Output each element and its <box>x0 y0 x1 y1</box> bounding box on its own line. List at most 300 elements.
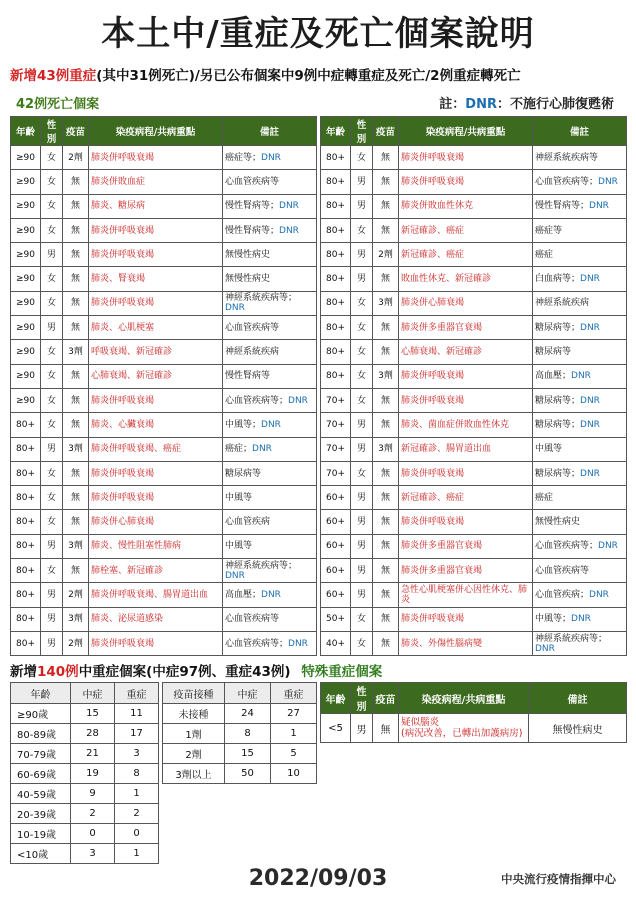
count-cell: 15 <box>225 744 271 764</box>
vaccine-cell: 無 <box>373 413 399 437</box>
sex-cell: 女 <box>41 267 63 291</box>
age-cell: ≥90 <box>11 218 41 242</box>
table-row <box>321 437 627 461</box>
disease-cell: 肺炎、心肌梗塞 <box>89 316 223 340</box>
table-row <box>321 388 627 412</box>
count-cell: 21 <box>71 744 115 764</box>
count-cell: 17 <box>115 724 159 744</box>
vaccine-cell: 無 <box>373 583 399 607</box>
note-cell <box>533 316 627 340</box>
table-row <box>11 824 159 844</box>
vaccine-cell: 3劑 <box>63 437 89 461</box>
disease-cell: 肺炎、外傷性腦病變 <box>399 631 533 655</box>
sex-cell: 女 <box>351 388 373 412</box>
sex-cell: 女 <box>351 340 373 364</box>
disease-cell: 新冠確診、癌症 <box>399 243 533 267</box>
note-cell <box>223 486 317 510</box>
age-cell: 60+ <box>321 534 351 558</box>
disease-cell: 肺炎、泌尿道感染 <box>89 607 223 631</box>
count-cell: 28 <box>71 724 115 744</box>
note-cell <box>223 413 317 437</box>
age-cell: ≥90 <box>11 340 41 364</box>
note-text: ：不施行心肺復甦術 <box>496 97 614 112</box>
age-cell: 50+ <box>321 607 351 631</box>
dnr-mark: DNR <box>288 395 308 406</box>
page-title: 本土中/重症及死亡個案說明 <box>101 14 535 54</box>
table-row <box>321 461 627 485</box>
age-cell: ≥90 <box>11 316 41 340</box>
table-row <box>321 631 627 655</box>
age-cell: ≥90 <box>11 291 41 315</box>
table-row <box>11 316 317 340</box>
note-cell <box>533 340 627 364</box>
column-header: 染疫病程/共病重點 <box>399 683 529 714</box>
column-header: 年齡 <box>11 683 71 704</box>
sex-cell: 男 <box>351 437 373 461</box>
age-cell: 80+ <box>11 413 41 437</box>
column-header: 年齡 <box>11 117 41 146</box>
vaccine-cell: 2劑 <box>373 243 399 267</box>
note-cell <box>533 413 627 437</box>
vaccine-cell: 無 <box>373 218 399 242</box>
dnr-mark: DNR <box>279 225 299 236</box>
row-label: 80-89歲 <box>11 724 71 744</box>
sex-cell: 女 <box>351 631 373 655</box>
table-row <box>11 784 159 804</box>
age-cell: 80+ <box>11 486 41 510</box>
vaccine-cell: 無 <box>63 316 89 340</box>
age-cell: 70+ <box>321 388 351 412</box>
sex-cell: 女 <box>351 218 373 242</box>
row-label: 1劑 <box>163 724 225 744</box>
note-cell <box>533 510 627 534</box>
dnr-mark: DNR <box>225 303 245 314</box>
table-row <box>163 724 317 744</box>
vaccine-cell: 無 <box>373 607 399 631</box>
note-text: 中風等 <box>225 492 253 503</box>
note-text: 慢性腎病等； <box>225 225 280 236</box>
age-cell: 70+ <box>321 461 351 485</box>
age-table <box>10 682 159 864</box>
column-header: 備註 <box>223 117 317 146</box>
table-row <box>321 607 627 631</box>
table-row <box>11 844 159 864</box>
table-row <box>321 267 627 291</box>
vaccine-cell: 無 <box>373 534 399 558</box>
table-row <box>321 243 627 267</box>
special-case-table <box>320 682 627 743</box>
note-text: 糖尿病等 <box>225 468 262 479</box>
column-header: 年齡 <box>321 117 351 146</box>
table-row <box>163 744 317 764</box>
note-cell <box>533 267 627 291</box>
note-text: 神經系統疾病等； <box>225 293 298 304</box>
table-row <box>11 340 317 364</box>
disease-cell: 肺炎併呼吸衰竭 <box>399 607 533 631</box>
count-cell: 2 <box>71 804 115 824</box>
note-prefix: 註： <box>439 97 466 112</box>
age-cell: 80+ <box>11 510 41 534</box>
count-cell: 0 <box>71 824 115 844</box>
death-table-right <box>320 116 627 656</box>
disease-cell: 肺炎併呼吸衰竭 <box>399 461 533 485</box>
age-cell: <5 <box>321 714 351 743</box>
age-cell: 80+ <box>11 461 41 485</box>
note-cell <box>533 388 627 412</box>
table-row <box>11 744 159 764</box>
note-cell <box>223 146 317 170</box>
vaccine-cell: 無 <box>373 388 399 412</box>
disease-cell: 肺炎併呼吸衰竭 <box>89 243 223 267</box>
note-text: 無慢性病史 <box>225 249 271 260</box>
death-table-header <box>321 117 627 146</box>
note-cell <box>223 316 317 340</box>
table-row <box>11 461 317 485</box>
table-row <box>321 486 627 510</box>
note-text: 癌症 <box>535 249 554 260</box>
vaccine-cell: 3劑 <box>63 607 89 631</box>
note-cell <box>533 559 627 583</box>
age-cell: ≥90 <box>11 170 41 194</box>
table-row <box>11 194 317 218</box>
table-row <box>11 631 317 655</box>
table-row <box>11 243 317 267</box>
age-cell: 80+ <box>11 534 41 558</box>
disease-cell: 急性心肌梗塞併心因性休克、肺炎 <box>399 583 533 607</box>
age-cell: 80+ <box>321 291 351 315</box>
vaccine-cell: 無 <box>373 316 399 340</box>
death-table-left <box>10 116 317 656</box>
table-row <box>163 704 317 724</box>
disease-cell: 肺炎併呼吸衰竭 <box>399 146 533 170</box>
count-cell: 50 <box>225 764 271 784</box>
note-cell <box>223 170 317 194</box>
age-cell: ≥90 <box>11 243 41 267</box>
dnr-mark: DNR <box>261 419 281 430</box>
note-cell: 無慢性病史 <box>529 714 627 743</box>
count-cell: 11 <box>115 704 159 724</box>
vaccine-cell: 無 <box>63 364 89 388</box>
table-row <box>321 559 627 583</box>
note-cell <box>533 583 627 607</box>
column-header: 重症 <box>115 683 159 704</box>
count-cell: 8 <box>225 724 271 744</box>
note-text: 心血管疾病等 <box>535 565 590 576</box>
sex-cell: 男 <box>351 243 373 267</box>
dnr-mark: DNR <box>571 614 591 625</box>
age-cell: ≥90 <box>11 388 41 412</box>
table-row <box>321 583 627 607</box>
note-text: 神經系統疾病等 <box>535 152 599 163</box>
count-cell: 1 <box>115 784 159 804</box>
column-header: 疫苗 <box>63 117 89 146</box>
table-row <box>11 218 317 242</box>
dnr-mark: DNR <box>288 638 308 649</box>
table-row <box>11 413 317 437</box>
vaccine-cell: 無 <box>373 714 399 743</box>
disease-cell: 肺炎併呼吸衰竭、癌症 <box>89 437 223 461</box>
note-text: 糖尿病等； <box>535 468 581 479</box>
note-cell <box>223 267 317 291</box>
sex-cell: 女 <box>41 291 63 315</box>
age-cell: 60+ <box>321 510 351 534</box>
vaccine-cell: 2劑 <box>63 583 89 607</box>
note-cell <box>223 461 317 485</box>
column-header: 染疫病程/共病重點 <box>399 117 533 146</box>
table-row <box>163 764 317 784</box>
footer-date: 2022/09/03 <box>248 866 388 891</box>
note-cell <box>223 510 317 534</box>
disease-cell: 肺炎併呼吸衰竭 <box>89 388 223 412</box>
note-text: 慢性腎病等； <box>535 201 590 212</box>
row-label: 未接種 <box>163 704 225 724</box>
note-text: 心血管疾病等 <box>225 176 280 187</box>
special-heading: 特殊重症個案 <box>301 664 383 680</box>
column-header: 年齡 <box>321 683 351 714</box>
sex-cell: 女 <box>41 461 63 485</box>
disease-cell: 肺炎併呼吸衰竭 <box>89 218 223 242</box>
vaccine-cell: 無 <box>63 267 89 291</box>
sex-cell: 男 <box>41 316 63 340</box>
note-text: 神經系統疾病 <box>535 298 590 309</box>
disease-cell: 肺炎併呼吸衰竭 <box>399 170 533 194</box>
note-text: 心血管疾病等 <box>225 614 280 625</box>
row-label: 40-59歲 <box>11 784 71 804</box>
vaccine-cell: 無 <box>63 243 89 267</box>
note-text: 心血管疾病等； <box>535 541 599 552</box>
disease-cell: 肺炎、菌血症併敗血性休克 <box>399 413 533 437</box>
note-text: 心血管疾病等 <box>225 322 280 333</box>
note-text: 癌症等 <box>535 225 563 236</box>
age-cell: 60+ <box>321 583 351 607</box>
note-cell <box>223 243 317 267</box>
note-cell <box>533 364 627 388</box>
table-row <box>321 218 627 242</box>
sex-cell: 女 <box>41 340 63 364</box>
disease-cell: 肺炎併呼吸衰竭 <box>89 486 223 510</box>
vaccine-cell: 3劑 <box>63 534 89 558</box>
sex-cell: 男 <box>351 267 373 291</box>
table-row <box>11 583 317 607</box>
vaccine-cell: 無 <box>373 194 399 218</box>
note-text: 糖尿病等； <box>535 419 581 430</box>
table-row <box>321 291 627 315</box>
table-row <box>11 510 317 534</box>
note-text: 心血管疾病等； <box>225 395 289 406</box>
table-row <box>11 486 317 510</box>
age-cell: 80+ <box>321 194 351 218</box>
vaccine-cell: 無 <box>63 194 89 218</box>
count-cell: 15 <box>71 704 115 724</box>
dnr-note <box>439 93 614 111</box>
age-cell: 80+ <box>11 583 41 607</box>
column-header: 疫苗接種 <box>163 683 225 704</box>
vaccine-cell: 無 <box>63 388 89 412</box>
note-cell <box>533 243 627 267</box>
row-label: 10-19歲 <box>11 824 71 844</box>
note-cell <box>533 437 627 461</box>
table-row <box>321 170 627 194</box>
disease-cell: 肺炎併呼吸衰竭 <box>89 291 223 315</box>
note-cell <box>223 291 317 315</box>
dnr-mark: DNR <box>261 152 281 163</box>
table-row <box>11 804 159 824</box>
note-cell <box>223 364 317 388</box>
table-row <box>321 714 627 743</box>
note-cell <box>223 534 317 558</box>
column-header: 性別 <box>351 683 373 714</box>
note-text: 無慢性病史 <box>535 517 581 528</box>
sex-cell: 女 <box>41 413 63 437</box>
vaccine-cell: 2劑 <box>63 631 89 655</box>
note-text: 心血管疾病等； <box>225 638 289 649</box>
vaccine-cell: 3劑 <box>63 340 89 364</box>
disease-cell: 肺炎併多重器官衰竭 <box>399 534 533 558</box>
disease-cell: 肺炎併呼吸衰竭 <box>399 388 533 412</box>
sex-cell: 女 <box>41 170 63 194</box>
age-cell: 70+ <box>321 413 351 437</box>
note-cell <box>223 607 317 631</box>
note-cell <box>223 194 317 218</box>
column-header: 疫苗 <box>373 683 399 714</box>
note-text: 癌症； <box>225 444 253 455</box>
sex-cell: 女 <box>41 486 63 510</box>
count-cell: 10 <box>271 764 317 784</box>
disease-cell: 肺炎併呼吸衰竭 <box>89 461 223 485</box>
disease-cell: 肺炎、腎衰竭 <box>89 267 223 291</box>
sex-cell: 男 <box>351 714 373 743</box>
age-cell: 80+ <box>321 243 351 267</box>
sex-cell: 男 <box>351 413 373 437</box>
sex-cell: 女 <box>41 218 63 242</box>
vaccine-cell: 無 <box>373 340 399 364</box>
footer-org: 中央流行疫情指揮中心 <box>501 872 616 886</box>
dnr-mark: DNR <box>580 274 600 285</box>
disease-cell: 心肺衰竭、新冠確診 <box>399 340 533 364</box>
dnr-mark: DNR <box>535 643 555 654</box>
sex-cell: 女 <box>41 194 63 218</box>
count-cell: 3 <box>71 844 115 864</box>
dnr-mark: DNR <box>571 371 591 382</box>
count-cell: 27 <box>271 704 317 724</box>
disease-cell: 新冠確診、腸胃道出血 <box>399 437 533 461</box>
disease-cell: 肺炎、心臟衰竭 <box>89 413 223 437</box>
dnr-mark: DNR <box>580 395 600 406</box>
vaccine-cell: 無 <box>373 267 399 291</box>
note-cell <box>223 218 317 242</box>
section2-count: 140例 <box>37 664 79 680</box>
age-cell: 60+ <box>321 486 351 510</box>
sex-cell: 男 <box>351 559 373 583</box>
note-cell <box>223 583 317 607</box>
sex-cell: 男 <box>351 486 373 510</box>
column-header: 性別 <box>351 117 373 146</box>
table-row <box>11 388 317 412</box>
note-text: 神經系統疾病 <box>225 347 280 358</box>
disease-cell: 肺炎併呼吸衰竭 <box>89 631 223 655</box>
note-text: 心血管疾病； <box>535 589 590 600</box>
note-text: 慢性腎病等； <box>225 201 280 212</box>
sex-cell: 女 <box>351 461 373 485</box>
sex-cell: 男 <box>41 534 63 558</box>
age-cell: ≥90 <box>11 267 41 291</box>
disease-cell: 肺栓塞、新冠確診 <box>89 559 223 583</box>
table-row <box>321 340 627 364</box>
note-text: 糖尿病等； <box>535 395 581 406</box>
table-row <box>11 764 159 784</box>
dnr-mark: DNR <box>580 322 600 333</box>
note-text: 糖尿病等； <box>535 322 581 333</box>
table-row <box>11 437 317 461</box>
note-text: 中風等 <box>535 444 563 455</box>
disease-cell: 心肺衰竭、新冠確診 <box>89 364 223 388</box>
age-cell: 80+ <box>321 316 351 340</box>
vaccine-cell: 無 <box>373 170 399 194</box>
table-row <box>11 724 159 744</box>
table-row <box>11 267 317 291</box>
row-label: 2劑 <box>163 744 225 764</box>
vaccine-cell: 無 <box>373 631 399 655</box>
disease-cell: 新冠確診、癌症 <box>399 218 533 242</box>
note-text: 神經系統疾病等； <box>225 560 298 571</box>
disease-cell: 敗血性休克、新冠確診 <box>399 267 533 291</box>
disease-cell: 肺炎併敗血症 <box>89 170 223 194</box>
note-cell <box>223 559 317 583</box>
vaccine-cell: 無 <box>63 461 89 485</box>
vaccine-cell: 無 <box>373 559 399 583</box>
row-label: 20-39歲 <box>11 804 71 824</box>
disease-cell: 肺炎併呼吸衰竭 <box>399 510 533 534</box>
column-header: 中症 <box>225 683 271 704</box>
disease-cell: 肺炎併心肺衰竭 <box>89 510 223 534</box>
sex-cell: 男 <box>351 583 373 607</box>
table-row <box>11 146 317 170</box>
note-text: 糖尿病等 <box>535 347 572 358</box>
age-cell: 80+ <box>321 218 351 242</box>
column-header: 染疫病程/共病重點 <box>89 117 223 146</box>
note-text: 中風等； <box>535 614 572 625</box>
note-text: 神經系統疾病等； <box>535 633 608 644</box>
count-cell: 1 <box>115 844 159 864</box>
row-label: 3劑以上 <box>163 764 225 784</box>
dnr-mark: DNR <box>580 419 600 430</box>
disease-cell: 肺炎併心肺衰竭 <box>399 291 533 315</box>
column-header: 中症 <box>71 683 115 704</box>
note-text: 無慢性病史 <box>225 274 271 285</box>
note-text: 心血管疾病 <box>225 517 271 528</box>
dnr-mark: DNR <box>598 176 618 187</box>
sex-cell: 男 <box>351 170 373 194</box>
dnr-mark: DNR <box>261 589 281 600</box>
note-cell <box>223 340 317 364</box>
table-row <box>321 534 627 558</box>
note-text: 慢性腎病等 <box>225 371 271 382</box>
vaccine-cell: 無 <box>63 510 89 534</box>
note-cell <box>533 170 627 194</box>
vaccine-cell: 3劑 <box>373 291 399 315</box>
death-table-header <box>11 117 317 146</box>
vaccine-cell: 2劑 <box>63 146 89 170</box>
vaccine-cell: 無 <box>63 218 89 242</box>
note-cell <box>223 631 317 655</box>
column-header: 性別 <box>41 117 63 146</box>
note-text: 中風等； <box>225 419 262 430</box>
age-cell: 60+ <box>321 559 351 583</box>
count-cell: 8 <box>115 764 159 784</box>
table-row <box>321 510 627 534</box>
table-row <box>11 704 159 724</box>
row-label: 60-69歲 <box>11 764 71 784</box>
